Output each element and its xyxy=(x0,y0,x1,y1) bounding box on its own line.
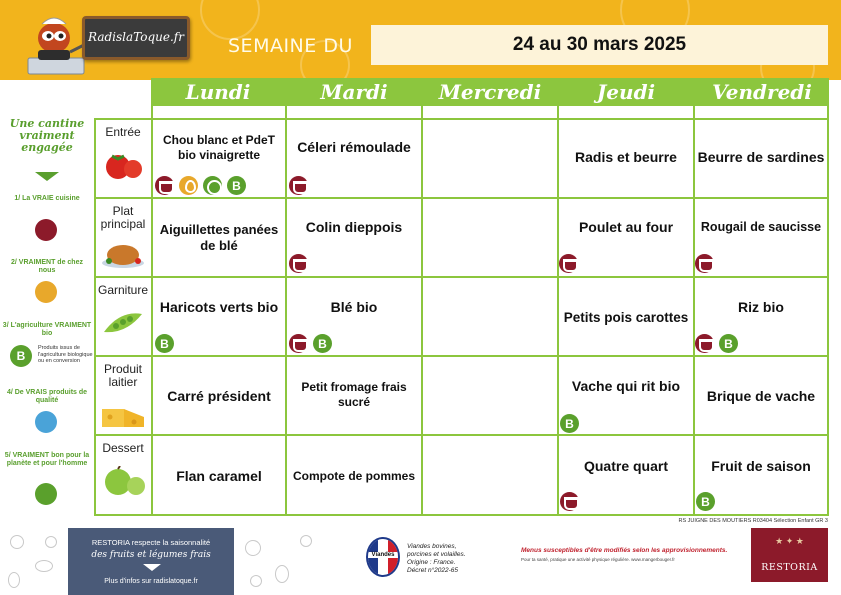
bio-icon: B xyxy=(719,334,738,353)
peas-icon xyxy=(100,308,146,338)
engagement-sidebar xyxy=(0,80,94,520)
dish-mardi-garniture: Blé bio xyxy=(330,299,378,315)
category-dessert xyxy=(94,436,152,514)
viandes-francaises-logo xyxy=(366,537,400,577)
dish-vendredi-garniture: Riz bio xyxy=(738,299,784,315)
vegetable-doodle-icon xyxy=(245,540,261,556)
sidebar-item-vraie-cuisine: 1/ La VRAIE cuisine xyxy=(14,195,80,202)
dish-vendredi-entree: Beurre de sardines xyxy=(697,149,825,165)
sidebar-item-agriculture-bio: 3/ L'agriculture VRAIMENT bio xyxy=(2,322,92,337)
dish-mardi-entree: Céleri rémoulade xyxy=(297,139,411,155)
dish-mercredi-garniture xyxy=(423,290,557,324)
dish-mercredi-laitier xyxy=(423,379,557,413)
quality-medal-icon xyxy=(35,411,57,433)
roast-chicken-icon xyxy=(100,239,146,269)
menus-modification-note: Menus susceptibles d'être modifiés selon les approvisionnements. xyxy=(521,547,728,554)
health-note: Pour ta santé, pratique une activité physique régulière. www.mangerbouger.fr xyxy=(521,557,675,562)
apple-icon xyxy=(100,466,146,496)
grid-line xyxy=(94,118,829,120)
down-arrow-icon xyxy=(143,564,161,571)
fait-maison-icon xyxy=(695,334,714,353)
vegetable-doodle-icon xyxy=(275,565,289,583)
dish-lundi-garniture: Haricots verts bio xyxy=(159,299,279,315)
dish-jeudi-dessert: Quatre quart xyxy=(583,458,668,474)
category-entree xyxy=(94,120,152,197)
eco-label-icon xyxy=(203,176,222,195)
grid-line xyxy=(94,434,829,436)
category-label: Entrée xyxy=(105,125,141,139)
location-pin-icon xyxy=(35,281,57,303)
menu-table xyxy=(94,78,829,516)
bio-icon: B xyxy=(10,345,32,367)
menu-reference: RS JUIGNE DES MOUTIERS R03404 Sélection Enfant GR 3 xyxy=(678,518,828,524)
cooking-pot-icon xyxy=(35,219,57,241)
fait-maison-icon xyxy=(560,492,579,511)
dish-jeudi-laitier: Vache qui rit bio xyxy=(571,378,681,394)
bio-icon: B xyxy=(560,414,579,433)
stars-icon: ★ ✦ ★ xyxy=(775,536,804,546)
bio-icon: B xyxy=(227,176,246,195)
saisonnalite-banner xyxy=(68,528,234,595)
vegetable-doodle-icon xyxy=(35,560,53,572)
vegetable-doodle-icon xyxy=(45,536,57,548)
category-label: Plat principal xyxy=(100,204,146,231)
dish-jeudi-plat: Poulet au four xyxy=(578,219,674,235)
banner-line-2: des fruits et légumes frais xyxy=(91,550,211,560)
dish-lundi-dessert: Flan caramel xyxy=(176,468,262,484)
dish-mercredi-entree xyxy=(423,130,557,164)
chef-mascot-icon xyxy=(20,14,90,76)
category-produit-laitier xyxy=(94,357,152,434)
dish-jeudi-entree: Radis et beurre xyxy=(575,149,677,165)
week-date-range: 24 au 30 mars 2025 xyxy=(371,25,828,65)
dish-mardi-laitier: Petit fromage frais sucré xyxy=(301,380,407,409)
cheese-icon xyxy=(100,401,146,431)
grid-line xyxy=(94,197,829,199)
dish-mercredi-plat xyxy=(423,210,557,244)
bio-icon: B xyxy=(696,492,715,511)
category-plat-principal xyxy=(94,199,152,276)
semaine-label: SEMAINE DU xyxy=(228,35,353,57)
dish-lundi-entree: Chou blanc et PdeT bio vinaigrette xyxy=(162,133,275,162)
dish-vendredi-plat: Rougail de saucisse xyxy=(700,220,822,234)
day-header-vendredi: Vendredi xyxy=(695,78,829,106)
grid-line xyxy=(94,514,829,516)
sidebar-item-produits-qualite: 4/ De VRAIS produits de qualité xyxy=(6,389,88,404)
vf-label: Viandes xyxy=(368,552,398,558)
dish-lundi-laitier: Carré président xyxy=(167,388,271,404)
category-label: Garniture xyxy=(97,283,149,297)
fait-maison-icon xyxy=(695,254,714,273)
viandes-origine-text: Viandes bovines, porcines et volailles. Origine : France. Décret n°2022-65 xyxy=(407,543,466,574)
fait-maison-icon xyxy=(289,176,308,195)
sidebar-title: Une cantine vraiment engagée xyxy=(9,117,85,154)
grid-line xyxy=(94,355,829,357)
dish-vendredi-laitier: Brique de vache xyxy=(706,388,816,404)
sidebar-item-de-chez-nous: 2/ VRAIMENT de chez nous xyxy=(11,259,83,274)
vegetable-doodle-icon xyxy=(250,575,262,587)
category-label: Dessert xyxy=(102,441,144,455)
grid-line xyxy=(94,276,829,278)
day-header-mardi: Mardi xyxy=(287,78,421,106)
restoria-logo xyxy=(751,528,828,582)
fait-maison-icon xyxy=(289,254,308,273)
fait-maison-icon xyxy=(289,334,308,353)
dish-lundi-plat: Aiguillettes panées de blé xyxy=(159,222,279,253)
day-header-jeudi: Jeudi xyxy=(559,78,693,106)
dish-vendredi-dessert: Fruit de saison xyxy=(711,458,811,474)
grid-line xyxy=(827,78,829,516)
fait-maison-icon xyxy=(559,254,578,273)
logo xyxy=(82,16,190,60)
bio-note: Produits issus de l'agriculture biologique ou en conversion xyxy=(38,345,93,364)
banner-website: Plus d'infos sur radislatoque.fr xyxy=(104,578,198,585)
day-header-mercredi: Mercredi xyxy=(423,78,557,106)
down-arrow-icon xyxy=(35,172,59,181)
restoria-label: RESTORIA xyxy=(761,562,818,573)
bio-icon: B xyxy=(313,334,332,353)
logo-text: RadislaToque.fr xyxy=(88,30,184,44)
day-header-lundi: Lundi xyxy=(151,78,285,106)
local-product-icon xyxy=(179,176,198,195)
category-label: Produit laitier xyxy=(103,362,143,389)
fait-maison-icon xyxy=(155,176,174,195)
category-garniture xyxy=(94,278,152,355)
dish-mardi-dessert: Compote de pommes xyxy=(292,469,415,483)
vegetable-doodle-icon xyxy=(10,535,24,549)
vegetable-doodle-icon xyxy=(300,535,312,547)
vegetable-doodle-icon xyxy=(8,572,20,588)
bio-icon: B xyxy=(155,334,174,353)
dish-mardi-plat: Colin dieppois xyxy=(305,219,403,235)
planet-icon xyxy=(35,483,57,505)
tomato-icon xyxy=(100,150,146,180)
sidebar-item-planete-homme: 5/ VRAIMENT bon pour la planète et pour l'homme xyxy=(4,452,90,467)
banner-line-1: RESTORIA respecte la saisonnalité xyxy=(91,538,211,547)
dish-mercredi-dessert xyxy=(423,459,557,493)
dish-jeudi-garniture: Petits pois carottes xyxy=(563,309,689,325)
